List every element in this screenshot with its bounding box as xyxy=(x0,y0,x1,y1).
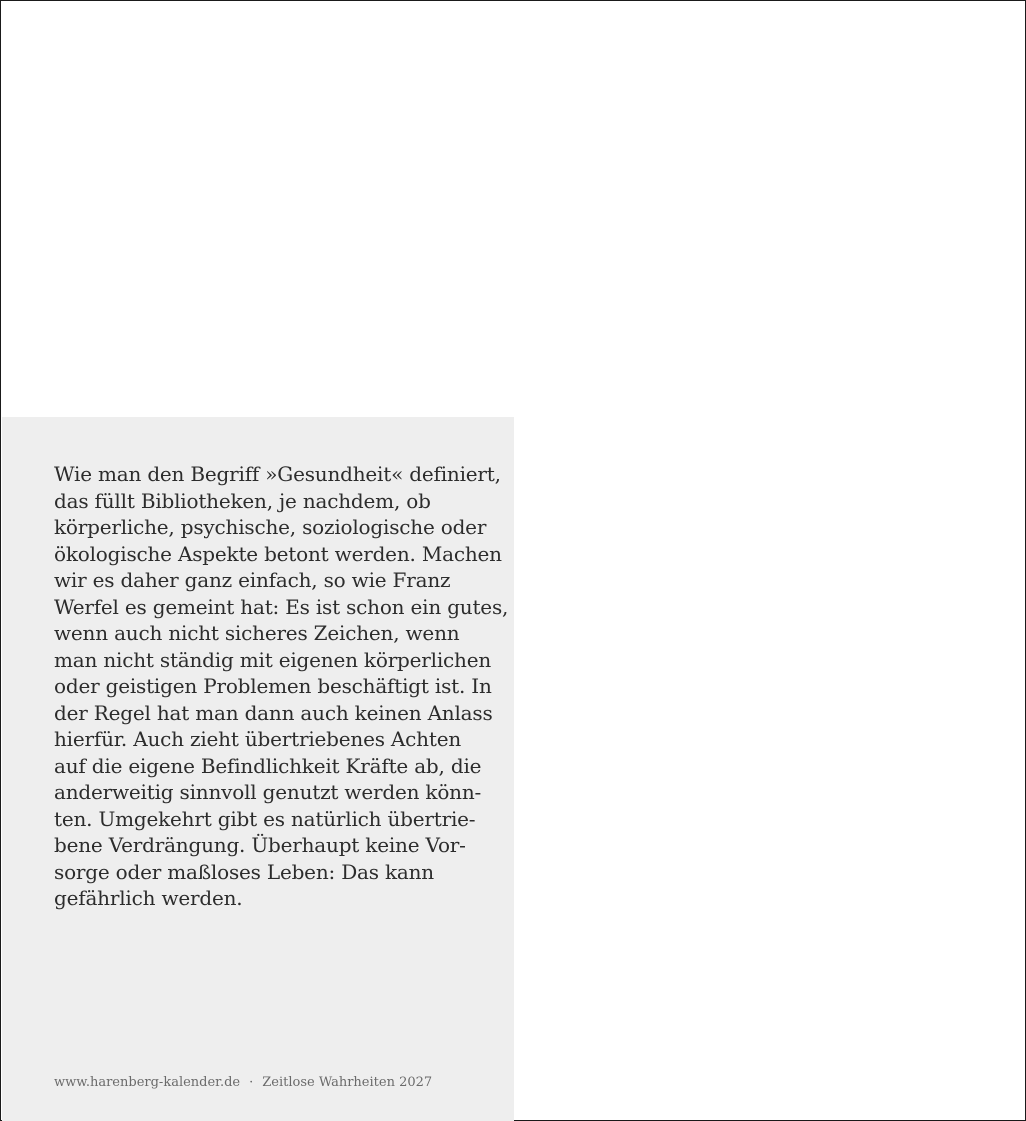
footer-publication: Zeitlose Wahrheiten 2027 xyxy=(262,1075,433,1090)
footer-separator: · xyxy=(249,1075,254,1090)
text-panel xyxy=(2,417,514,1121)
body-line: Werfel es gemeint hat: Es ist schon ein gutes, xyxy=(54,594,509,619)
body-line: körperliche, psychische, soziologische oder xyxy=(54,515,487,539)
footer-website: www.harenberg-kalender.de xyxy=(54,1075,241,1090)
body-line: oder geistigen Problemen beschäftigt ist. In xyxy=(54,674,492,698)
body-line: auf die eigene Befindlichkeit Kräfte ab, die xyxy=(54,753,482,778)
body-line: gefährlich werden. xyxy=(54,886,243,910)
body-line: ten. Umgekehrt gibt es natürlich übertrie- xyxy=(54,806,476,831)
body-line: wenn auch nicht sicheres Zeichen, wenn xyxy=(54,621,460,645)
body-line: anderweitig sinnvoll genutzt werden könn- xyxy=(54,780,482,804)
body-line: ökologische Aspekte betont werden. Machen xyxy=(54,541,502,566)
body-line: man nicht ständig mit eigenen körperlichen xyxy=(54,647,492,672)
body-line: der Regel hat man dann auch keinen Anlass xyxy=(54,700,493,725)
body-text xyxy=(54,461,509,912)
footer xyxy=(54,1075,432,1090)
body-line: wir es daher ganz einfach, so wie Franz xyxy=(54,568,451,592)
body-line: bene Verdrängung. Überhaupt keine Vor- xyxy=(54,833,466,857)
body-line: Wie man den Begriff »Gesundheit« definiert, xyxy=(54,462,501,486)
body-line: das füllt Bibliotheken, je nachdem, ob xyxy=(54,488,431,513)
body-line: hierfür. Auch zieht übertriebenes Achten xyxy=(54,727,462,751)
body-line: sorge oder maßloses Leben: Das kann xyxy=(54,859,434,884)
